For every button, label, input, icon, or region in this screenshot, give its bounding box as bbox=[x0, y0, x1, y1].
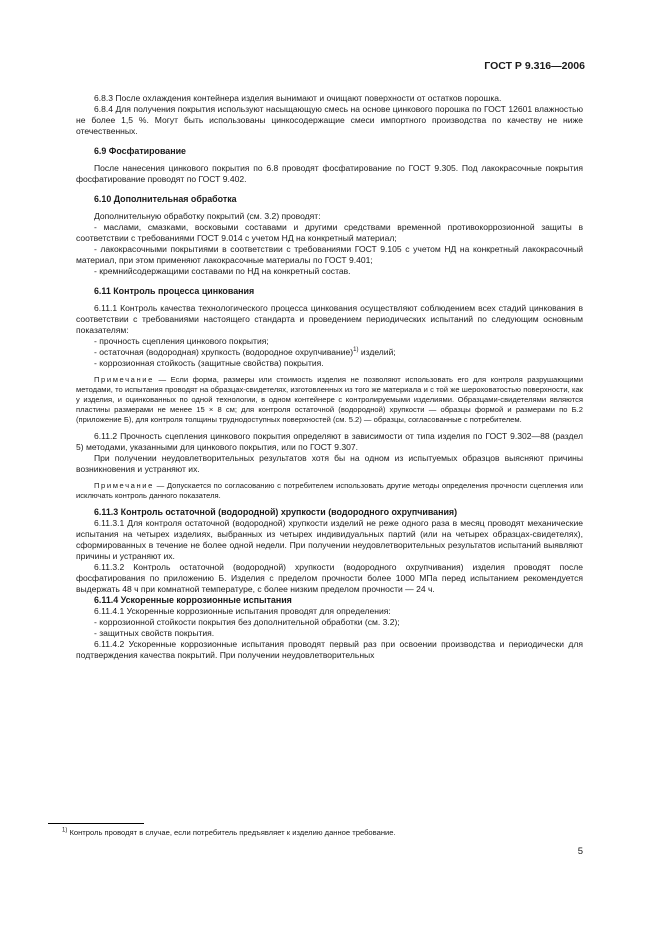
footnote-ref: 1) bbox=[353, 347, 359, 354]
paragraph-6-8-3: 6.8.3 После охлаждения контейнера изделия вынимают и очищают поверхности от остатков порошка. bbox=[94, 93, 502, 103]
paragraph-6-11-4-2: 6.11.4.2 Ускоренные коррозионные испытания проводят первый раз при освоении производства и периодически для подтверждения качества покрытий. При получении неудовлетворительных bbox=[76, 639, 583, 660]
paragraph-6-11-3-1: 6.11.3.1 Для контроля остаточной (водородной) хрупкости изделий не реже одного раза в месяц проводят механические испытания на четырех изделиях, выбранных из четырех индивидуальных партий (или на четырех образцах-свидетелях), сформированных в течение не более одной недели. При получении неудовлетворительных результатов испытаний выявляют причины и устраняют их. bbox=[76, 518, 583, 561]
list-item: - коррозионная стойкость (защитные свойства) покрытия. bbox=[94, 358, 324, 368]
document-header: ГОСТ Р 9.316—2006 bbox=[484, 60, 585, 72]
list-item-text: - остаточная (водородная) хрупкость (водородное охрупчивание) bbox=[94, 347, 354, 357]
list-item: - прочность сцепления цинкового покрытия; bbox=[94, 336, 269, 346]
heading-6-11-3: 6.11.3 Контроль остаточной (водородной) хрупкости (водородного охрупчивания) bbox=[94, 507, 458, 517]
list-item: - маслами, смазками, восковыми составами и другими средствами временной противокоррозионной защиты в соответствии с требованиями ГОСТ 9.014 с учетом НД на конкретный материал; bbox=[76, 222, 583, 243]
footnote-mark: 1) bbox=[62, 827, 68, 834]
paragraph-6-11-2-cont: При получении неудовлетворительных результатов хотя бы на одном из испытуемых образцов выясняют причины возникновения и устраняют их. bbox=[76, 453, 583, 474]
list-item-tail: изделий; bbox=[358, 347, 396, 357]
list-item bbox=[76, 347, 583, 358]
footnote bbox=[62, 828, 396, 837]
heading-6-11: 6.11 Контроль процесса цинкования bbox=[94, 286, 255, 296]
paragraph-6-11-3-2: 6.11.3.2 Контроль остаточной (водородной) хрупкости (водородного охрупчивания) изделия проводят после фосфатирования по приложению Б. Изделия с пределом прочности более 1000 МПа перед испытанием рекомендуется выдержать 48 ч при комнатной температуре, с более низким пределом прочности — 24 ч. bbox=[76, 562, 583, 594]
list-item: - коррозионной стойкости покрытия без дополнительной обработки (см. 3.2); bbox=[94, 617, 400, 627]
paragraph-6-11-2: 6.11.2 Прочность сцепления цинкового покрытия определяют в зависимости от типа изделия по ГОСТ 9.302—88 (раздел 5) методами, указанными для цинкового покрытия, или по ГОСТ 9.307. bbox=[76, 431, 583, 452]
heading-6-11-4: 6.11.4 Ускоренные коррозионные испытания bbox=[94, 595, 292, 605]
list-item: - защитных свойств покрытия. bbox=[94, 628, 215, 638]
note-label: Примечание bbox=[94, 375, 154, 384]
list-item: - лакокрасочными покрытиями в соответствии с требованиями ГОСТ 9.105 с учетом НД на конкретный лакокрасочный материал, при этом применяют лакокрасочные материалы по ГОСТ 9.401; bbox=[76, 244, 583, 265]
paragraph-6-11-1: 6.11.1 Контроль качества технологического процесса цинкования осуществляют соблюдением всех стадий цинкования в соответствии с требованиями настоящего стандарта и проведением периодических испытаний по следующим основным показателям: bbox=[76, 303, 583, 335]
heading-6-10: 6.10 Дополнительная обработка bbox=[94, 194, 237, 204]
note-1 bbox=[76, 375, 583, 425]
paragraph-6-10-intro: Дополнительную обработку покрытий (см. 3.2) проводят: bbox=[94, 211, 321, 221]
page-number: 5 bbox=[577, 846, 583, 857]
note-2 bbox=[76, 481, 583, 501]
note-text: — Допускается по согласованию с потребителем использовать другие методы определения прочности сцепления или исключать контроль данного показателя. bbox=[76, 481, 583, 500]
heading-6-9: 6.9 Фосфатирование bbox=[94, 146, 186, 156]
paragraph-6-8-4: 6.8.4 Для получения покрытия используют насыщающую смесь на основе цинкового порошка по ГОСТ 12601 влажностью не более 1,5 %. Могут быть использованы цинкосодержащие смеси импортного производства по качеству не ниже отечественных. bbox=[76, 104, 583, 136]
paragraph-6-9: После нанесения цинкового покрытия по 6.8 проводят фосфатирование по ГОСТ 9.305. Под лакокрасочные покрытия фосфатирование проводят по ГОСТ 9.402. bbox=[76, 163, 583, 184]
list-item: - кремнийсодержащими составами по НД на конкретный состав. bbox=[94, 266, 351, 276]
page-body bbox=[76, 93, 583, 661]
note-text: — Если форма, размеры или стоимость изделия не позволяют использовать его для контроля разрушающими методами, то испытания проводят на образцах-свидетелях, изготовленных из того же материала и с той же шероховатостью поверхности, как у изделия, и оцинкованных по одной технологии, в одном контейнере с контролируемыми изделиями. Образцами-свидетелями являются пластины размерами не менее 15 × 8 см; для контроля остаточной (водородной) хрупкости — образцы формой и размерами по Б.2 (приложение Б), для контроля толщины труднодоступных поверхностей (см. 5.2) — образцы, согласованные с потребителем. bbox=[76, 375, 583, 424]
note-label: Примечание bbox=[94, 481, 154, 490]
footnote-divider bbox=[48, 823, 144, 824]
paragraph-6-11-4-1: 6.11.4.1 Ускоренные коррозионные испытания проводят для определения: bbox=[94, 606, 391, 616]
footnote-text: Контроль проводят в случае, если потребитель предъявляет к изделию данное требование. bbox=[67, 828, 396, 837]
